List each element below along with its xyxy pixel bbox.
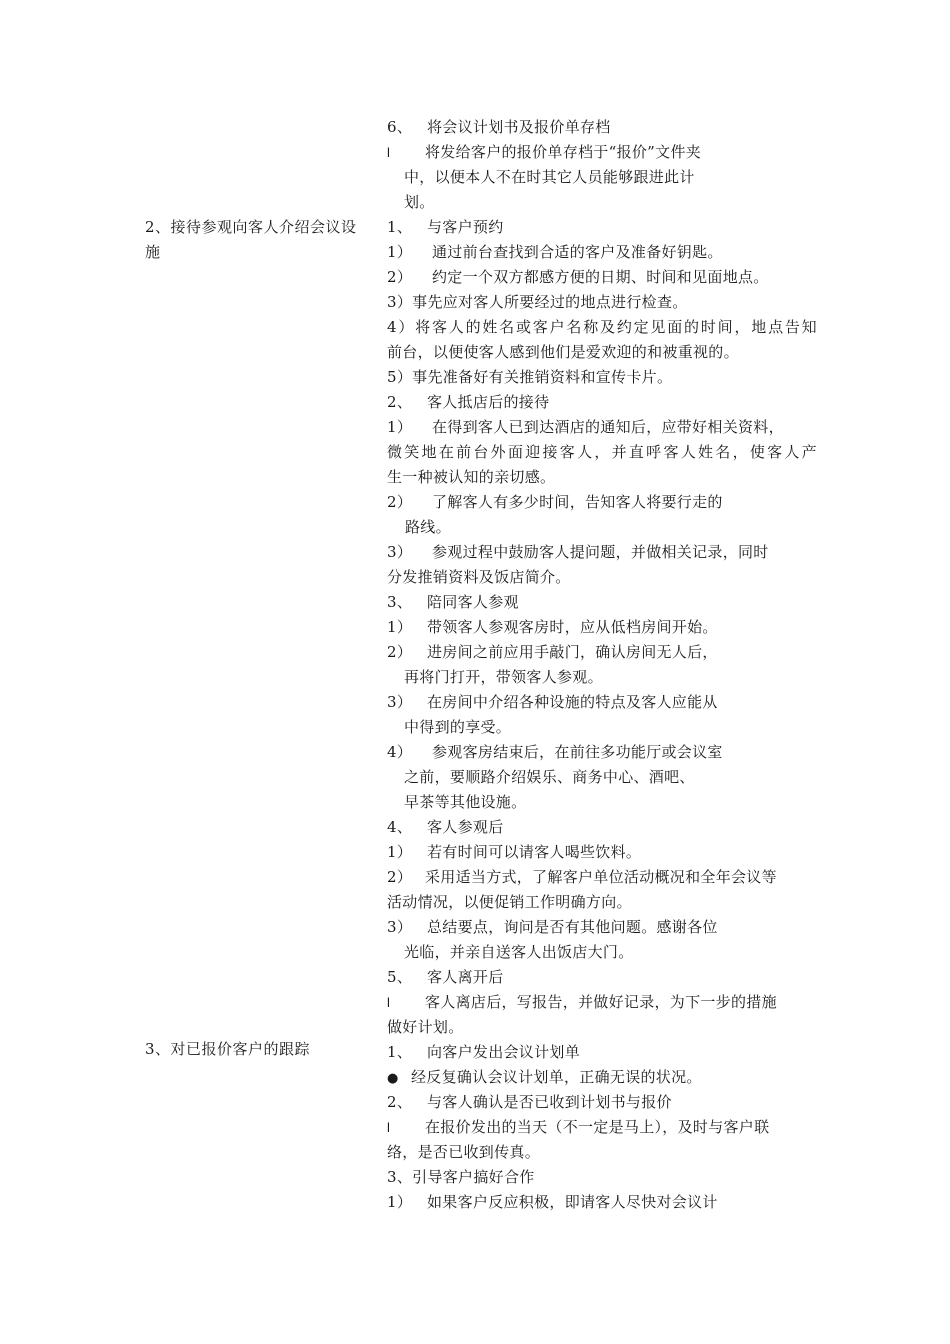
list-item bbox=[387, 965, 817, 990]
list-item bbox=[387, 540, 817, 565]
item-marker: 1、 bbox=[387, 1043, 413, 1061]
list-item-continuation: 做好计划。 bbox=[387, 1018, 464, 1036]
item-text: 如果客户反应积极，即请客人尽快对会议计 bbox=[427, 1193, 718, 1211]
item-marker: 1） bbox=[387, 1193, 413, 1211]
detail-column bbox=[387, 115, 817, 1215]
item-text: 带领客人参观客房时，应从低档房间开始。 bbox=[427, 618, 718, 636]
item-text: 了解客人有多少时间，告知客人将要行走的 bbox=[432, 493, 723, 511]
item-text: 总结要点，询问是否有其他问题。感谢各位 bbox=[427, 918, 718, 936]
item-marker: 3） bbox=[387, 918, 413, 936]
section-2-heading-line1: 2、接待参观向客人介绍会议设 bbox=[145, 218, 357, 236]
item-marker: 2） bbox=[387, 868, 413, 886]
item-marker: l bbox=[387, 1120, 391, 1135]
list-item bbox=[387, 115, 817, 140]
list-item: 5）事先准备好有关推销资料和宣传卡片。 bbox=[387, 368, 673, 386]
item-marker: 3） bbox=[387, 543, 413, 561]
list-item-continuation: 络，是否已收到传真。 bbox=[387, 1143, 541, 1161]
list-item bbox=[387, 215, 817, 240]
item-marker: 4、 bbox=[387, 818, 413, 836]
item-text: 参观客房结束后，在前往多功能厅或会议室 bbox=[432, 743, 723, 761]
item-text: 向客户发出会议计划单 bbox=[427, 1043, 581, 1061]
item-text: 经反复确认会议计划单，正确无误的状况。 bbox=[411, 1068, 702, 1086]
item-marker: 6、 bbox=[387, 118, 413, 136]
list-item-continuation: 光临，并亲自送客人出饭店大门。 bbox=[404, 943, 634, 961]
list-item-continuation: 中得到的享受。 bbox=[404, 718, 512, 736]
item-text: 采用适当方式，了解客户单位活动概况和全年会议等 bbox=[425, 868, 777, 886]
item-text: 在房间中介绍各种设施的特点及客人应能从 bbox=[427, 693, 718, 711]
list-item: 3、引导客户搞好合作 bbox=[387, 1168, 535, 1186]
item-marker: 1） bbox=[387, 843, 413, 861]
item-text: 将会议计划书及报价单存档 bbox=[427, 118, 611, 136]
item-text: 客人离店后，写报告，并做好记录，为下一步的措施 bbox=[425, 993, 777, 1011]
list-item bbox=[387, 815, 817, 840]
list-item bbox=[387, 840, 817, 865]
list-item bbox=[387, 1115, 817, 1140]
section-3-heading-line1: 3、对已报价客户的跟踪 bbox=[145, 1040, 311, 1058]
list-item bbox=[387, 615, 817, 640]
item-text: 客人抵店后的接待 bbox=[427, 393, 550, 411]
section-2-heading-line2: 施 bbox=[145, 243, 161, 261]
list-item-continuation: 生一种被认知的亲切感。 bbox=[387, 468, 556, 486]
list-item bbox=[387, 240, 817, 265]
item-text: 进房间之前应用手敲门，确认房间无人后， bbox=[427, 643, 718, 661]
item-text: 与客户预约 bbox=[427, 218, 504, 236]
item-marker: 1） bbox=[387, 243, 413, 261]
list-item bbox=[387, 1190, 817, 1215]
item-text: 通过前台查找到合适的客户及准备好钥匙。 bbox=[432, 243, 723, 261]
list-item bbox=[387, 590, 817, 615]
section-2-heading bbox=[145, 215, 390, 265]
list-item-continuation: 中，以便本人不在时其它人员能够跟进此计 bbox=[404, 168, 695, 186]
item-marker: 1） bbox=[387, 618, 413, 636]
list-item bbox=[387, 740, 817, 765]
item-marker: 2） bbox=[387, 643, 413, 661]
list-item bbox=[387, 265, 817, 290]
list-item bbox=[387, 490, 817, 515]
list-item-continuation: 前台，以便使客人感到他们是爱欢迎的和被重视的。 bbox=[387, 343, 739, 361]
item-marker: 1） bbox=[387, 418, 413, 436]
item-marker: 3、 bbox=[387, 593, 413, 611]
item-marker: l bbox=[387, 995, 391, 1010]
list-item-continuation: 早茶等其他设施。 bbox=[404, 793, 527, 811]
list-item-continuation: 路线。 bbox=[405, 518, 451, 536]
list-item: 3）事先应对客人所要经过的地点进行检查。 bbox=[387, 293, 688, 311]
item-marker: 2、 bbox=[387, 393, 413, 411]
list-item bbox=[387, 640, 817, 665]
item-text: 若有时间可以请客人喝些饮料。 bbox=[427, 843, 642, 861]
list-item bbox=[387, 390, 817, 415]
list-item bbox=[387, 1065, 817, 1090]
list-item bbox=[387, 140, 817, 165]
item-marker: 2） bbox=[387, 268, 413, 286]
bullet-icon: ● bbox=[387, 1071, 399, 1086]
item-text: 与客人确认是否已收到计划书与报价 bbox=[427, 1093, 672, 1111]
item-marker: 3） bbox=[387, 693, 413, 711]
list-item-continuation: 活动情况，以便促销工作明确方向。 bbox=[387, 893, 632, 911]
list-item: 4）将客人的姓名或客户名称及约定见面的时间，地点告知 bbox=[387, 318, 817, 336]
item-marker: 5、 bbox=[387, 968, 413, 986]
list-item bbox=[387, 415, 817, 440]
item-text: 客人离开后 bbox=[427, 968, 504, 986]
list-item bbox=[387, 690, 817, 715]
list-item bbox=[387, 1090, 817, 1115]
list-item-continuation: 之前，要顺路介绍娱乐、商务中心、酒吧、 bbox=[404, 768, 695, 786]
list-item bbox=[387, 865, 817, 890]
item-text: 客人参观后 bbox=[427, 818, 504, 836]
list-item-continuation: 分发推销资料及饭店简介。 bbox=[387, 568, 571, 586]
item-text: 参观过程中鼓励客人提问题，并做相关记录，同时 bbox=[432, 543, 769, 561]
item-text: 将发给客户的报价单存档于“报价”文件夹 bbox=[425, 143, 702, 161]
item-marker: 2） bbox=[387, 493, 413, 511]
list-item bbox=[387, 915, 817, 940]
section-3-heading bbox=[145, 1037, 390, 1062]
item-text: 约定一个双方都感方便的日期、时间和见面地点。 bbox=[432, 268, 769, 286]
list-item-continuation: 划。 bbox=[404, 193, 435, 211]
list-item-continuation: 微笑地在前台外面迎接客人，并直呼客人姓名，使客人产 bbox=[387, 443, 817, 461]
list-item-continuation: 再将门打开，带领客人参观。 bbox=[404, 668, 603, 686]
item-marker: 1、 bbox=[387, 218, 413, 236]
list-item bbox=[387, 990, 817, 1015]
list-item bbox=[387, 1040, 817, 1065]
item-text: 在报价发出的当天（不一定是马上），及时与客户联 bbox=[425, 1118, 770, 1136]
item-text: 陪同客人参观 bbox=[427, 593, 519, 611]
item-marker: 2、 bbox=[387, 1093, 413, 1111]
item-text: 在得到客人已到达酒店的通知后，应带好相关资料， bbox=[432, 418, 784, 436]
item-marker: l bbox=[387, 145, 391, 160]
item-marker: 4） bbox=[387, 743, 413, 761]
